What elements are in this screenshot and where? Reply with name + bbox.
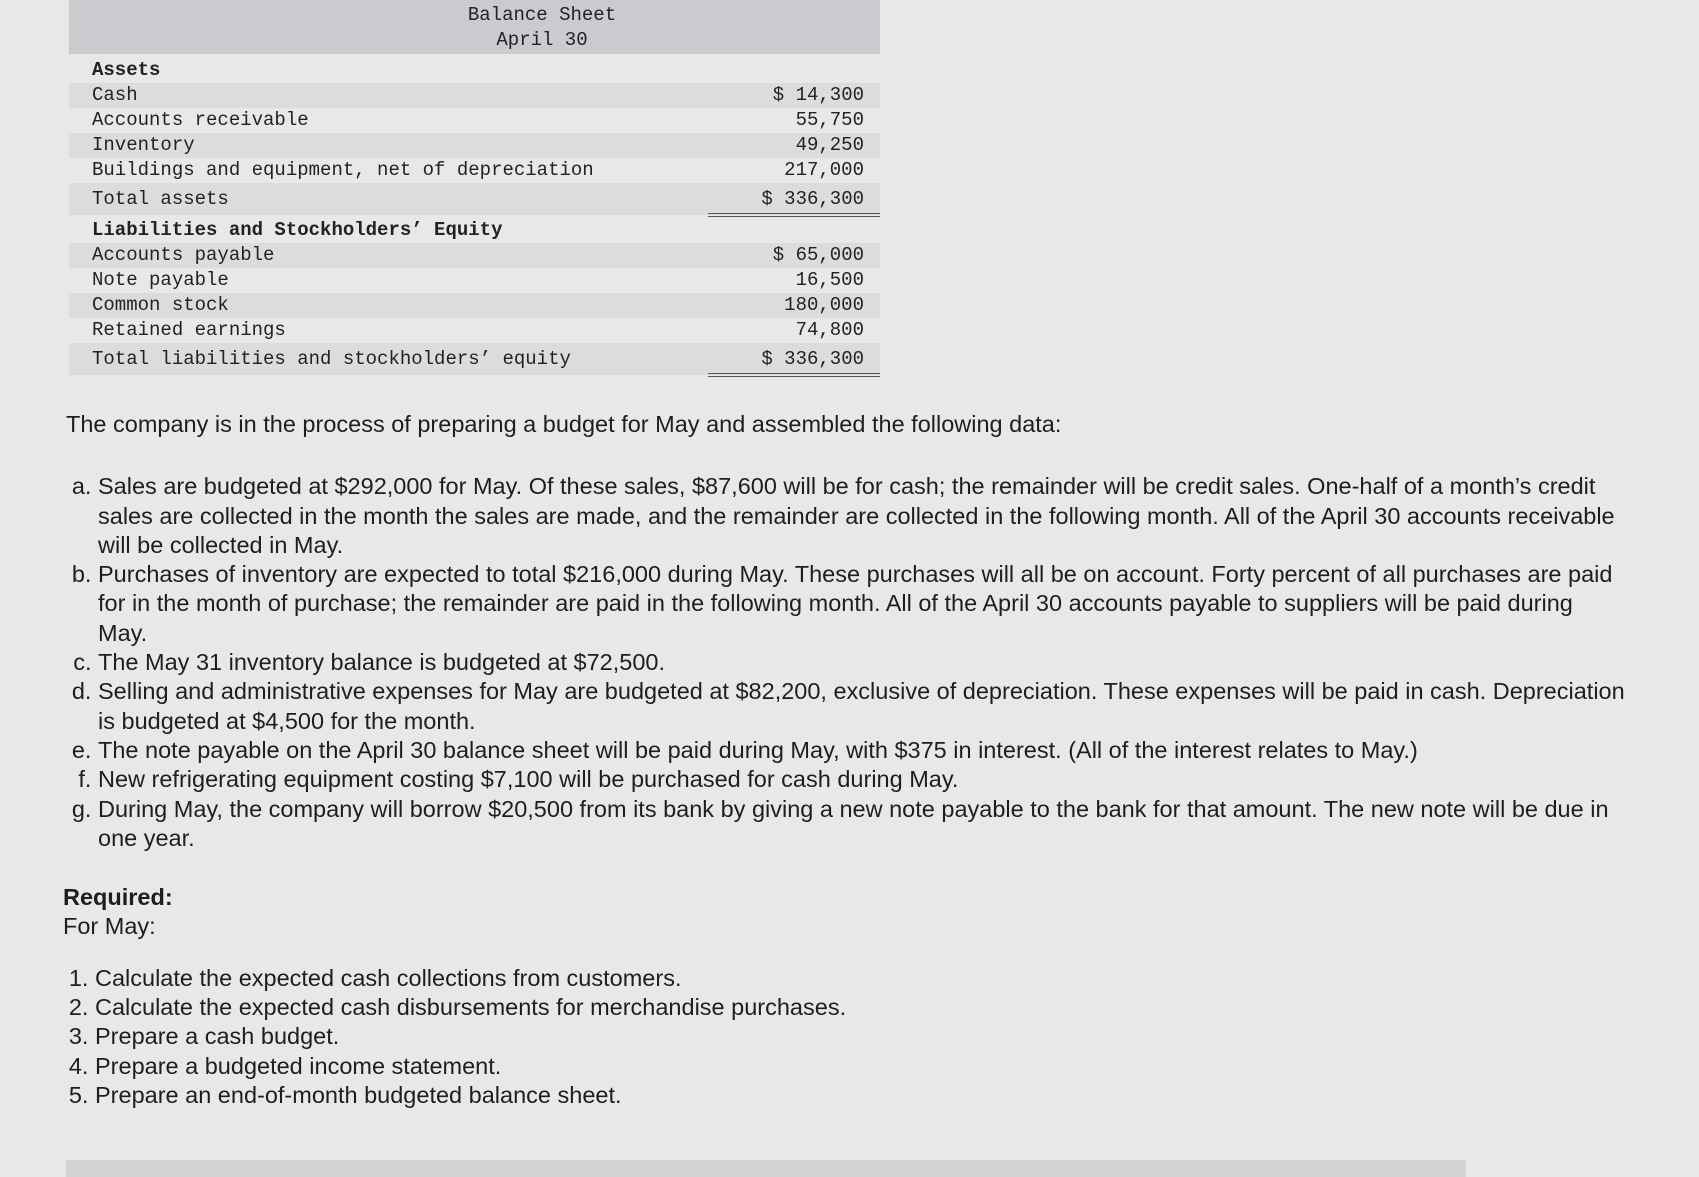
liability-row bbox=[69, 243, 880, 268]
asset-row bbox=[69, 158, 880, 183]
required-heading: Required: bbox=[63, 884, 173, 911]
row-value: 49,250 bbox=[795, 134, 864, 156]
intro-text: The company is in the process of preparing a budget for May and assembled the following data: bbox=[66, 411, 1062, 437]
row-value: 16,500 bbox=[795, 269, 864, 291]
row-value: 74,800 bbox=[795, 319, 864, 341]
liability-row bbox=[69, 293, 880, 318]
data-item: b. Purchases of inventory are expected to total $216,000 during May. These purchases will all be on account. Forty percent of all purchases are paid for in the month of purchase; the remainder are paid in the following month. All of the April 30 accounts payable to suppliers will be paid during May. bbox=[98, 560, 1626, 648]
data-list bbox=[66, 472, 1626, 853]
requirement-item: 5. Prepare an end-of-month budgeted balance sheet. bbox=[95, 1081, 1626, 1110]
row-value: $ 336,300 bbox=[761, 348, 864, 370]
requirement-item: 1. Calculate the expected cash collections from customers. bbox=[95, 964, 1626, 993]
requirement-item: 3. Prepare a cash budget. bbox=[95, 1022, 1626, 1051]
balance-sheet-header bbox=[69, 0, 880, 54]
row-label: Accounts receivable bbox=[92, 109, 309, 131]
assets-heading: Assets bbox=[92, 59, 161, 81]
bottom-panel-edge bbox=[66, 1160, 1466, 1177]
required-subheading: For May: bbox=[63, 913, 156, 940]
total-liabilities-row bbox=[69, 343, 880, 375]
row-label: Common stock bbox=[92, 294, 229, 316]
data-item: e. The note payable on the April 30 balance sheet will be paid during May, with $375 in interest. (All of the interest relates to May.) bbox=[98, 736, 1626, 765]
row-label: Retained earnings bbox=[92, 319, 286, 341]
problem-text bbox=[63, 410, 1626, 1110]
row-label: Note payable bbox=[92, 269, 229, 291]
asset-row bbox=[69, 108, 880, 133]
double-underline bbox=[708, 213, 880, 217]
row-label: Cash bbox=[92, 84, 138, 106]
liability-row bbox=[69, 318, 880, 343]
row-label: Accounts payable bbox=[92, 244, 275, 266]
requirements-list bbox=[66, 964, 1626, 1110]
row-label: Total assets bbox=[92, 188, 229, 210]
row-value: $ 336,300 bbox=[761, 188, 864, 210]
row-value: $ 14,300 bbox=[772, 84, 864, 106]
row-value: $ 65,000 bbox=[772, 244, 864, 266]
data-item: f. New refrigerating equipment costing $7,100 will be purchased for cash during May. bbox=[98, 765, 1626, 794]
liability-row bbox=[69, 268, 880, 293]
data-item: a. Sales are budgeted at $292,000 for May. Of these sales, $87,600 will be for cash; the remainder will be credit sales. One-half of a month’s credit sales are collected in the month the sales are made, and the remainder are collected in the following month. All of the April 30 accounts receivable will be collected in May. bbox=[98, 472, 1626, 560]
asset-row bbox=[69, 83, 880, 108]
row-label: Inventory bbox=[92, 134, 195, 156]
balance-sheet-date: April 30 bbox=[496, 29, 588, 51]
asset-row bbox=[69, 133, 880, 158]
requirement-item: 4. Prepare a budgeted income statement. bbox=[95, 1052, 1626, 1081]
data-item: c. The May 31 inventory balance is budgeted at $72,500. bbox=[98, 648, 1626, 677]
row-value: 180,000 bbox=[784, 294, 864, 316]
balance-sheet bbox=[69, 0, 880, 375]
data-item: g. During May, the company will borrow $20,500 from its bank by giving a new note payable to the bank for that amount. The new note will be due in one year. bbox=[98, 795, 1626, 854]
data-item: d. Selling and administrative expenses for May are budgeted at $82,200, exclusive of depreciation. These expenses will be paid in cash. Depreciation is budgeted at $4,500 for the month. bbox=[98, 677, 1626, 736]
row-value: 217,000 bbox=[784, 159, 864, 181]
row-value: 55,750 bbox=[795, 109, 864, 131]
double-underline bbox=[708, 373, 880, 377]
requirement-item: 2. Calculate the expected cash disbursements for merchandise purchases. bbox=[95, 993, 1626, 1022]
liabilities-heading: Liabilities and Stockholders’ Equity bbox=[92, 219, 503, 241]
row-label: Buildings and equipment, net of depreciation bbox=[92, 159, 594, 181]
balance-sheet-title: Balance Sheet bbox=[467, 4, 617, 26]
total-assets-row bbox=[69, 183, 880, 215]
row-label: Total liabilities and stockholders’ equity bbox=[92, 348, 571, 370]
